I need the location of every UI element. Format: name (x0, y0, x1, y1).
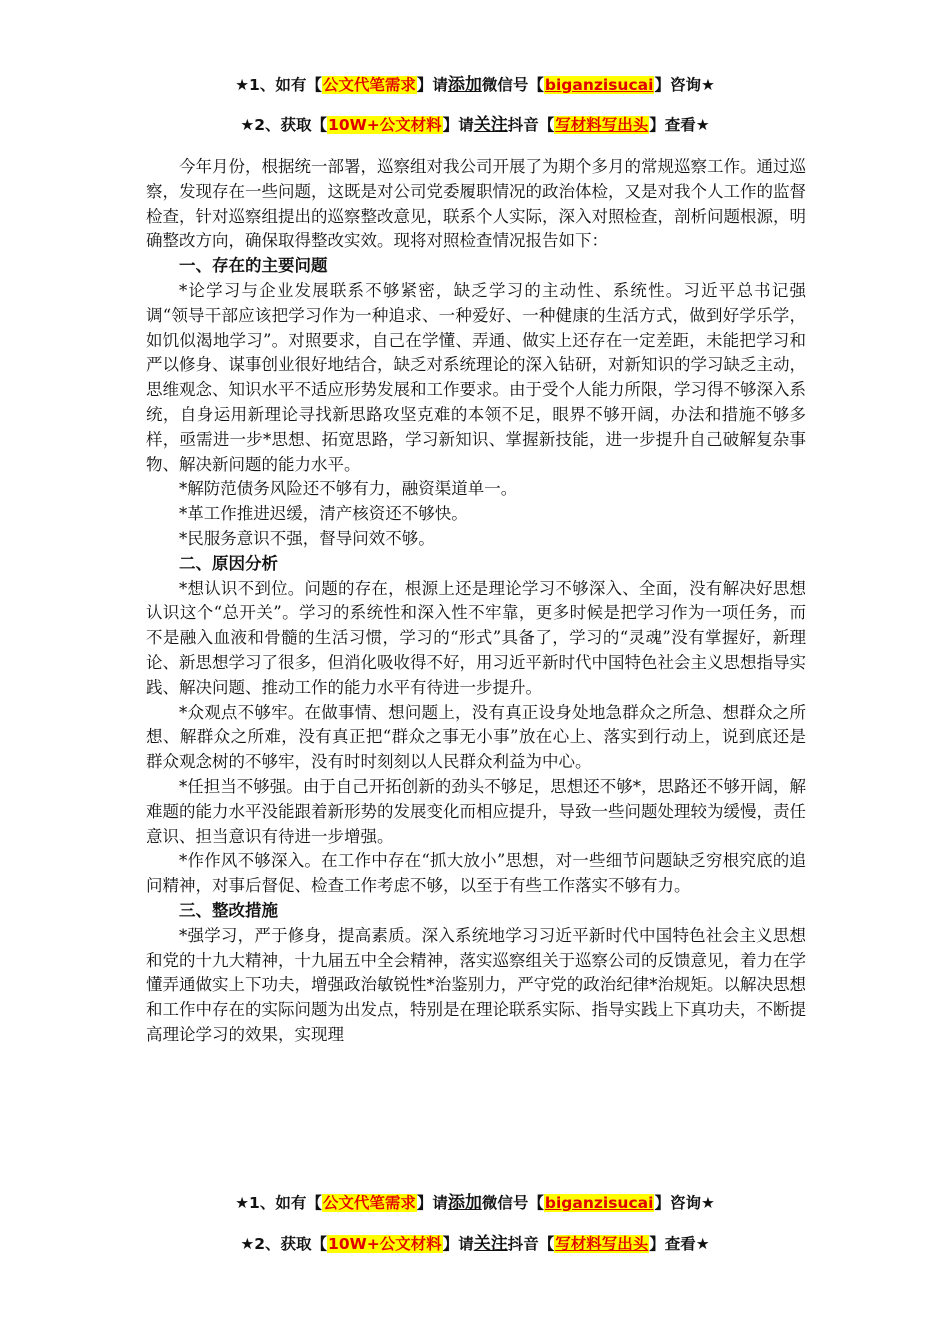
banner-1-prefix: ★1、如有【 (235, 76, 322, 94)
bottom-banner-2-highlight-materials: 10W+公文材料 (328, 1235, 442, 1253)
bottom-banner-1-add-emphasis: 添加 (447, 1193, 482, 1213)
section-2-paragraph-2: *众观点不够牢。在做事情、想问题上，没有真正设身处地急群众之所急、想群众之所想、解群众之所难，没有真正把“群众之事无小事”放在心上、落实到行动上，说到底还是群众观念树的不够牢，没有时时刻刻以人民群众利益为中心。 (146, 702, 806, 772)
banner-1-highlight-service: 公文代笔需求 (322, 76, 416, 94)
banner-2-follow-emphasis: 关注 (473, 115, 508, 135)
banner-2-text-2: 抖音【 (507, 116, 555, 134)
banner-2-prefix: ★2、获取【 (240, 116, 328, 134)
banner-1-suffix: 】咨询★ (654, 76, 715, 94)
intro-paragraph: 今年月份，根据统一部署，巡察组对我公司开展了为期个多月的常规巡察工作。通过巡察，发现存在一些问题，这既是对公司党委履职情况的政治体检，又是对我个人工作的监督检查，针对巡察组提出的巡察整改意见，联系个人实际，深入对照检查，剖析问题根源，明确整改方向，确保取得整改实效。现将对照检查情况报告如下： (146, 157, 806, 251)
banner-2-text: 】请 (442, 116, 474, 134)
banner-1-text: 】请 (416, 76, 448, 94)
bottom-banner-2 (0, 1229, 950, 1254)
top-banner-2 (0, 110, 950, 135)
bottom-banner-1 (0, 1188, 950, 1213)
banner-1-add-emphasis: 添加 (447, 75, 482, 95)
bottom-banner-2-douyin-id[interactable]: 写材料写出头 (555, 1235, 649, 1253)
top-banner-1 (0, 70, 950, 95)
banner-2-suffix: 】查看★ (649, 116, 710, 134)
bottom-banner-1-highlight-service: 公文代笔需求 (322, 1194, 416, 1212)
bottom-banner-1-text-2: 微信号【 (481, 1194, 544, 1212)
bottom-banner-1-suffix: 】咨询★ (654, 1194, 715, 1212)
section-1-paragraph-1: *论学习与企业发展联系不够紧密，缺乏学习的主动性、系统性。习近平总书记强调“领导干部应该把学习作为一种追求、一种爱好、一种健康的生活方式，做到好学乐学，如饥似渴地学习”。对照要求，自己在学懂、弄通、做实上还存在一定差距，未能把学习和严以修身、谋事创业很好地结合，缺乏对系统理论的深入钻研，对新知识的学习缺乏主动，思维观念、知识水平不适应形势发展和工作要求。由于受个人能力所限，学习得不够深入系统，自身运用新理论寻找新思路攻坚克难的本领不足，眼界不够开阔，办法和措施不够多样，亟需进一步*思想、拓宽思路，学习新知识、掌握新技能，进一步提升自己破解复杂事物、解决新问题的能力水平。 (146, 280, 806, 474)
section-1-paragraph-3: *革工作推进迟缓，清产核资还不够快。 (179, 504, 468, 524)
bottom-banner-2-text: 】请 (442, 1235, 474, 1253)
section-3-paragraph-1: *强学习，严于修身，提高素质。深入系统地学习习近平新时代中国特色社会主义思想和党的十九大精神，十九届五中全会精神，落实巡察组关于巡察公司的反馈意见，着力在学懂弄通做实上下功夫，增强政治敏锐性*治鉴别力，严守党的政治纪律*治规矩。以解决思想和工作中存在的实际问题为出发点，特别是在理论联系实际、指导实践上下真功夫，不断提高理论学习的效果，实现理 (146, 925, 806, 1044)
section-1-paragraph-2: *解防范债务风险还不够有力，融资渠道单一。 (179, 479, 518, 499)
section-2-paragraph-3: *任担当不够强。由于自己开拓创新的劲头不够足，思想还不够*，思路还不够开阔，解难题的能力水平没能跟着新形势的发展变化而相应提升，导致一些问题处理较为缓慢，责任意识、担当意识有待进一步增强。 (146, 776, 806, 846)
bottom-banner-2-text-2: 抖音【 (507, 1235, 555, 1253)
banner-1-text-2: 微信号【 (481, 76, 544, 94)
section-3-heading: 三、整改措施 (179, 900, 278, 920)
banner-2-highlight-materials: 10W+公文材料 (328, 116, 442, 134)
report-body (146, 155, 806, 1048)
bottom-banner-2-suffix: 】查看★ (649, 1235, 710, 1253)
section-1-paragraph-4: *民服务意识不强，督导问效不够。 (179, 528, 435, 548)
bottom-banner-1-wechat-id[interactable]: biganzisucai (544, 1194, 654, 1212)
bottom-banner-2-follow-emphasis: 关注 (473, 1234, 508, 1254)
section-2-paragraph-4: *作作风不够深入。在工作中存在“抓大放小”思想，对一些细节问题缺乏穷根究底的追问精神，对事后督促、检查工作考虑不够，以至于有些工作落实不够有力。 (146, 851, 806, 896)
bottom-banner-1-prefix: ★1、如有【 (235, 1194, 322, 1212)
section-1-heading: 一、存在的主要问题 (179, 256, 328, 276)
bottom-banner-2-prefix: ★2、获取【 (240, 1235, 328, 1253)
banner-2-douyin-id[interactable]: 写材料写出头 (555, 116, 649, 134)
section-2-paragraph-1: *想认识不到位。问题的存在，根源上还是理论学习不够深入、全面，没有解决好思想认识这个“总开关”。学习的系统性和深入性不牢靠，更多时候是把学习作为一项任务，而不是融入血液和骨髓的生活习惯，学习的“形式”具备了，学习的“灵魂”没有掌握好，新理论、新思想学习了很多，但消化吸收得不好，用习近平新时代中国特色社会主义思想指导实践、解决问题、推动工作的能力水平有待进一步提升。 (146, 578, 806, 697)
banner-1-wechat-id[interactable]: biganzisucai (544, 76, 654, 94)
section-2-heading: 二、原因分析 (179, 553, 278, 573)
bottom-banner-1-text: 】请 (416, 1194, 448, 1212)
